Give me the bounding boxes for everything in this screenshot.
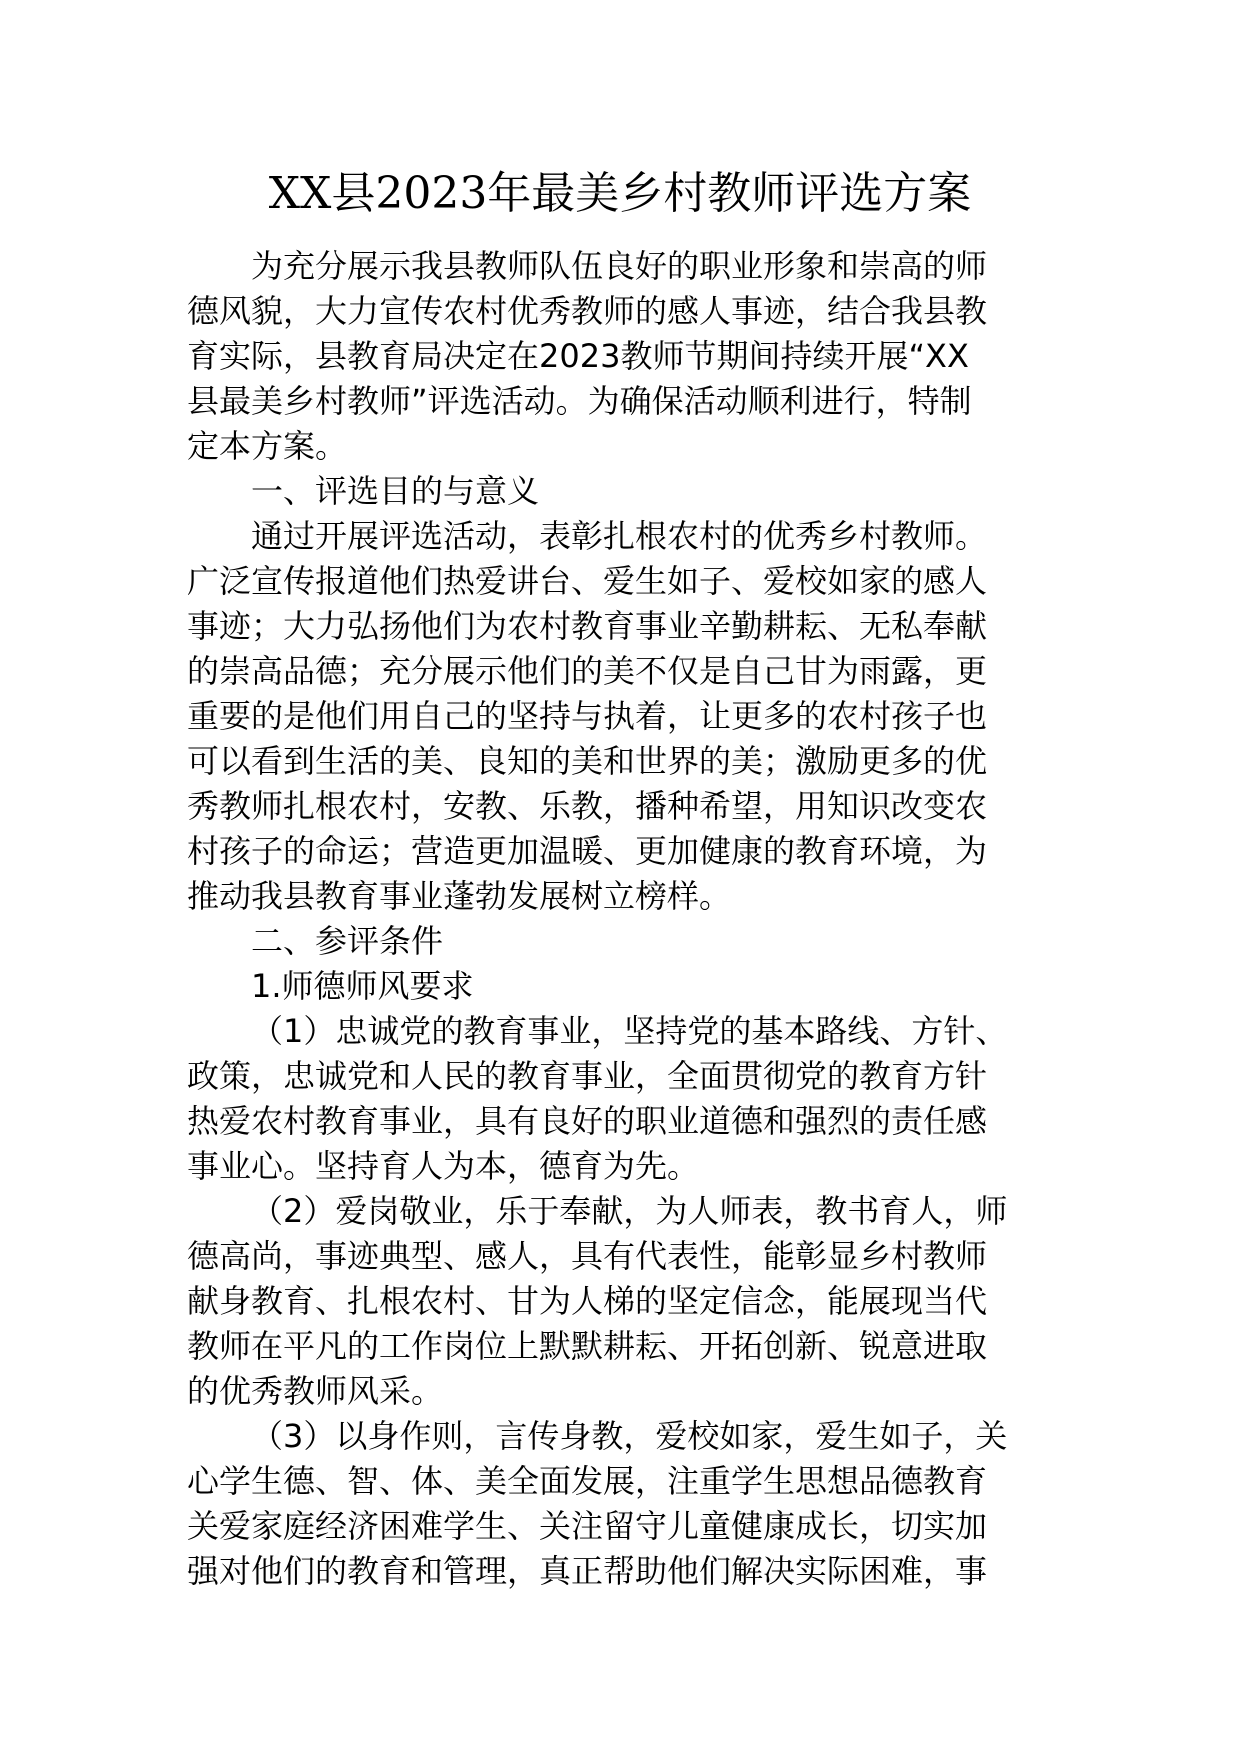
text-line: 一、评选目的与意义	[251, 472, 540, 510]
text-line: 1.师德师风要求	[251, 967, 474, 1005]
text-line: 可以看到生活的美、良知的美和世界的美；激励更多的优	[187, 742, 988, 780]
text-line: 育实际，县教育局决定在2023教师节期间持续开展“XX	[187, 337, 969, 375]
text-line: 事业心。坚持育人为本，德育为先。	[187, 1147, 700, 1185]
text-line: 通过开展评选活动，表彰扎根农村的优秀乡村教师。	[251, 517, 988, 555]
text-line: （2）爱岗敬业，乐于奉献，为人师表，教书育人，师	[251, 1192, 1008, 1230]
text-line: 的优秀教师风采。	[187, 1372, 444, 1410]
text-line: 村孩子的命运；营造更加温暖、更加健康的教育环境，为	[187, 832, 988, 870]
text-line: 政策，忠诚党和人民的教育事业，全面贯彻党的教育方针	[187, 1057, 988, 1095]
text-line: 的崇高品德；充分展示他们的美不仅是自己甘为雨露，更	[187, 652, 988, 690]
text-line: （1）忠诚党的教育事业，坚持党的基本路线、方针、	[251, 1012, 1008, 1050]
text-line: 广泛宣传报道他们热爱讲台、爱生如子、爱校如家的感人	[187, 562, 988, 600]
text-line: （3）以身作则，言传身教，爱校如家，爱生如子，关	[251, 1417, 1008, 1455]
document-body	[187, 244, 1053, 1594]
text-line: 强对他们的教育和管理，真正帮助他们解决实际困难，事	[187, 1552, 988, 1590]
text-line: 县最美乡村教师”评选活动。为确保活动顺利进行，特制	[187, 382, 972, 420]
text-line: 二、参评条件	[251, 922, 444, 960]
text-line: 教师在平凡的工作岗位上默默耕耘、开拓创新、锐意进取	[187, 1327, 988, 1365]
text-line: 秀教师扎根农村，安教、乐教，播种希望，用知识改变农	[187, 787, 988, 825]
text-line: 热爱农村教育事业，具有良好的职业道德和强烈的责任感	[187, 1102, 988, 1140]
text-line: 重要的是他们用自己的坚持与执着，让更多的农村孩子也	[187, 697, 988, 735]
text-line: 事迹；大力弘扬他们为农村教育事业辛勤耕耘、无私奉献	[187, 607, 988, 645]
text-line: 定本方案。	[187, 427, 348, 465]
text-line: 推动我县教育事业蓬勃发展树立榜样。	[187, 877, 732, 915]
text-line: 献身教育、扎根农村、甘为人梯的坚定信念，能展现当代	[187, 1282, 988, 1320]
text-line: 为充分展示我县教师队伍良好的职业形象和崇高的师	[251, 247, 988, 285]
text-line: 关爱家庭经济困难学生、关注留守儿童健康成长，切实加	[187, 1507, 988, 1545]
text-line: 德高尚，事迹典型、感人，具有代表性，能彰显乡村教师	[187, 1237, 988, 1275]
document-title: XX县2023年最美乡村教师评选方案	[268, 168, 972, 219]
text-line: 心学生德、智、体、美全面发展，注重学生思想品德教育	[187, 1462, 988, 1500]
text-line: 德风貌，大力宣传农村优秀教师的感人事迹，结合我县教	[187, 292, 988, 330]
